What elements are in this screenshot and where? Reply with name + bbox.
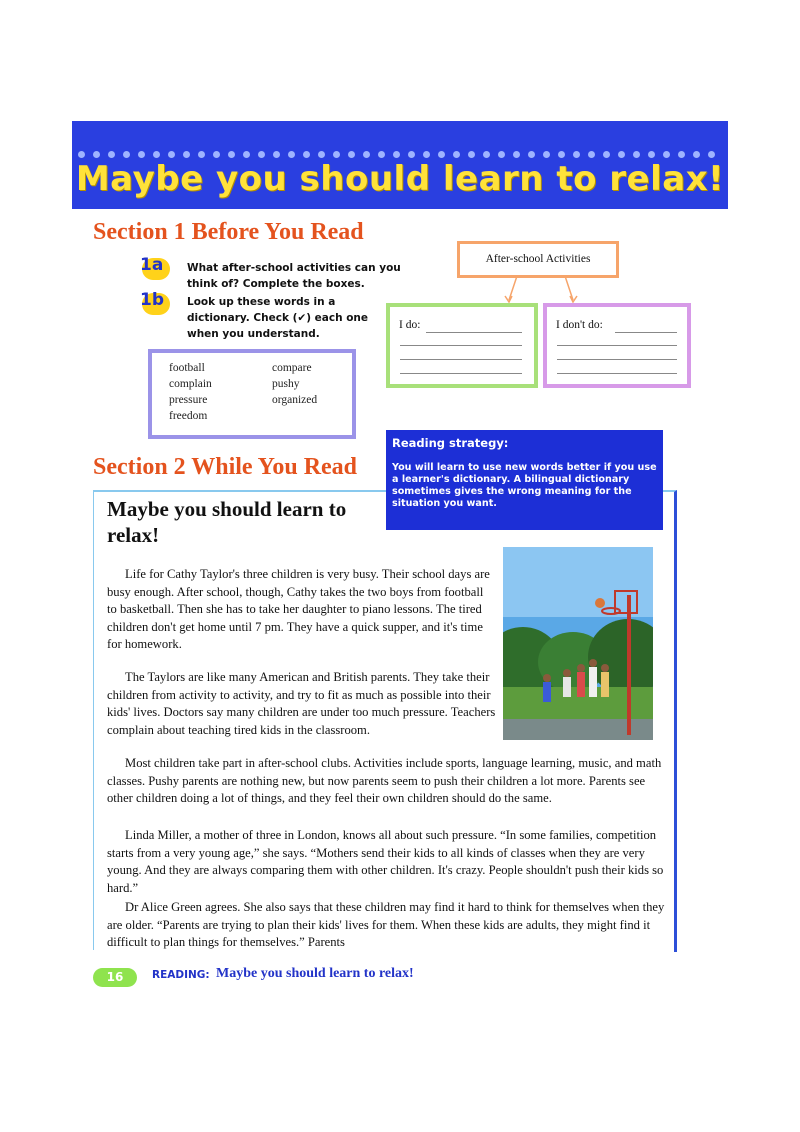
banner-dot <box>198 151 205 158</box>
basketball-photo <box>503 547 653 740</box>
article-paragraph-4: Linda Miller, a mother of three in London, knows all about such pressure. “In some families, competition starts from a very young age,” she says. “Mothers send their kids to all kinds of classes when they are very young. And they are always comparing them with other children. It's crazy. People shouldn't push their kids so hard.” <box>107 828 664 895</box>
banner-dot <box>528 151 535 158</box>
banner-dot <box>213 151 220 158</box>
banner-dot <box>168 151 175 158</box>
banner-dot <box>243 151 250 158</box>
after-school-activities-box: After-school Activities <box>457 241 619 278</box>
banner-dot <box>588 151 595 158</box>
banner-dot <box>408 151 415 158</box>
i-dont-do-box <box>543 303 691 388</box>
banner-dot <box>228 151 235 158</box>
word-compare[interactable]: compare <box>272 362 312 374</box>
banner-dot <box>513 151 520 158</box>
task-1b-text: Look up these words in a dictionary. Check (✔) each one when you understand. <box>187 296 369 340</box>
reading-frame-left-rule <box>93 490 94 950</box>
i-do-box <box>386 303 538 388</box>
banner-dot <box>393 151 400 158</box>
word-complain[interactable]: complain <box>169 378 212 390</box>
word-pushy[interactable]: pushy <box>272 378 300 390</box>
banner-dot <box>498 151 505 158</box>
i-dont-do-line-1[interactable] <box>615 332 677 333</box>
banner-dot <box>258 151 265 158</box>
banner-dot <box>288 151 295 158</box>
i-dont-do-line-4[interactable] <box>557 373 677 374</box>
page-number-badge: 16 <box>93 968 137 987</box>
banner-dot <box>138 151 145 158</box>
banner-dot <box>483 151 490 158</box>
banner-dot <box>573 151 580 158</box>
banner-dot <box>273 151 280 158</box>
footer-section-label: READING: <box>152 969 210 981</box>
banner-dot <box>183 151 190 158</box>
article-paragraph-5: Dr Alice Green agrees. She also says that these children may find it hard to think for themselves when they are older. “Parents are trying to plan their kids' lives for them. When these kids are adults, they might find it difficult to plan things for themselves.” Parents <box>107 900 665 950</box>
banner-dot <box>153 151 160 158</box>
vocabulary-box <box>148 349 356 439</box>
banner-dot <box>618 151 625 158</box>
banner-dot <box>303 151 310 158</box>
banner-dot <box>603 151 610 158</box>
word-pressure[interactable]: pressure <box>169 394 208 406</box>
i-do-line-1[interactable] <box>426 332 522 333</box>
word-football[interactable]: football <box>169 362 205 374</box>
article-paragraph-3: Most children take part in after-school clubs. Activities include sports, language learning, music, and math classes. Pushy parents are nothing new, but now parents seem to push their children a lot more. Parents see other children doing a lot of things, and they feel their own children should do the same. <box>107 756 662 806</box>
article-title: Maybe you should learn to relax! <box>107 497 347 547</box>
banner-dot <box>453 151 460 158</box>
banner-dot <box>633 151 640 158</box>
banner-dot <box>543 151 550 158</box>
banner-dot <box>693 151 700 158</box>
task-1a-badge <box>140 255 170 280</box>
banner-dot <box>438 151 445 158</box>
section2-heading: Section 2 While You Read <box>93 454 358 480</box>
banner-dot <box>678 151 685 158</box>
reading-strategy-box <box>386 430 663 530</box>
i-do-label: I do: <box>399 319 421 331</box>
banner-dot <box>108 151 115 158</box>
connector-arrows <box>495 272 585 306</box>
banner-dot <box>318 151 325 158</box>
title-banner <box>72 121 728 209</box>
i-do-line-2[interactable] <box>400 345 522 346</box>
task-1b-badge <box>140 290 170 315</box>
banner-dot <box>348 151 355 158</box>
i-do-line-4[interactable] <box>400 373 522 374</box>
reading-strategy-title: Reading strategy: <box>392 436 509 450</box>
banner-dot <box>78 151 85 158</box>
footer-title: Maybe you should learn to relax! <box>216 966 414 981</box>
task-1b-number: 1b <box>140 290 164 310</box>
banner-dot <box>468 151 475 158</box>
banner-dot <box>333 151 340 158</box>
i-dont-do-line-3[interactable] <box>557 359 677 360</box>
banner-title: Maybe you should learn to relax! <box>75 159 725 199</box>
i-do-line-3[interactable] <box>400 359 522 360</box>
banner-dot <box>558 151 565 158</box>
article-paragraph-1: Life for Cathy Taylor's three children is very busy. Their school days are busy enough. After school, though, Cathy takes the two boys from football to basketball. Then she has to take her daughter to piano lessons. The tired children don't get home until 7 pm. They have a quick supper, and it's time for homework. <box>107 567 490 652</box>
banner-dot <box>363 151 370 158</box>
i-dont-do-line-2[interactable] <box>557 345 677 346</box>
banner-dot <box>123 151 130 158</box>
banner-dot <box>93 151 100 158</box>
banner-dot <box>648 151 655 158</box>
banner-dot <box>378 151 385 158</box>
banner-dot <box>663 151 670 158</box>
banner-dot <box>423 151 430 158</box>
article-paragraph-2: The Taylors are like many American and British parents. They take their children from activity to activity, and try to fit as much as possible into their kids' lives. Doctors say many children are under too much pressure. Teachers complain about teaching tired kids in the classroom. <box>107 670 496 737</box>
section1-heading: Section 1 Before You Read <box>93 219 364 245</box>
word-freedom[interactable]: freedom <box>169 410 208 422</box>
task-1a-number: 1a <box>140 255 164 275</box>
reading-strategy-text: You will learn to use new words better if you use a learner's dictionary. A bilingual dictionary sometimes gives the wrong meaning for the situation you want. <box>392 462 657 509</box>
banner-dot <box>708 151 715 158</box>
task-1a-text: What after-school activities can you think of? Complete the boxes. <box>187 262 401 290</box>
word-organized[interactable]: organized <box>272 394 318 406</box>
i-dont-do-label: I don't do: <box>556 319 603 331</box>
